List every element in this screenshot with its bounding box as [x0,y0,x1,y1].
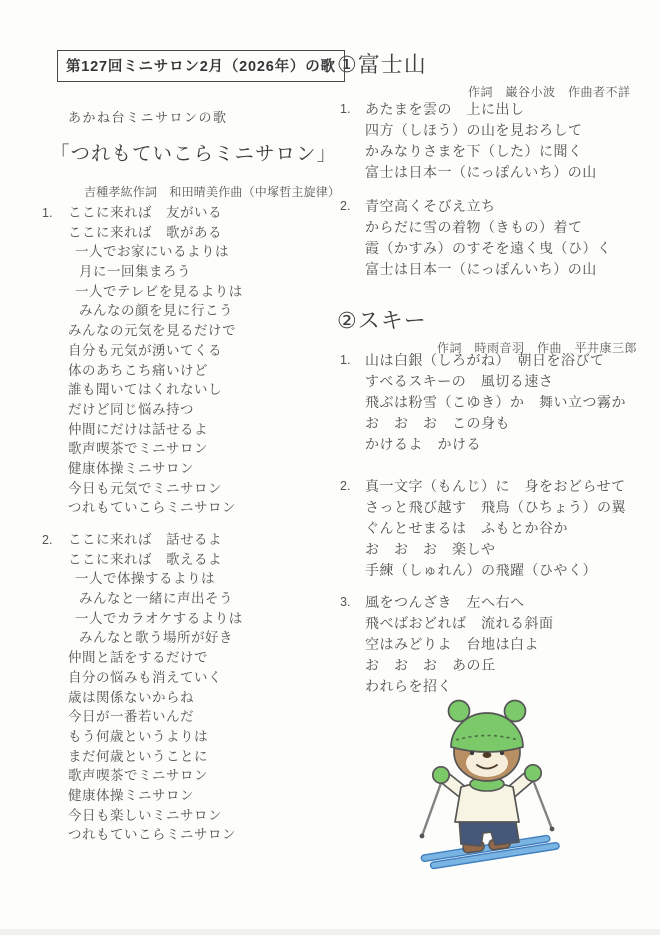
lyric-line: 仲間と話をするだけで [68,650,208,666]
song2-credit: 作詞 時雨音羽 作曲 平井康三郎 [437,341,638,355]
lyric-line: 飛べばおどれば 流れる斜面 [365,615,554,631]
lyric-line: からだに雪の着物（きもの）着て [365,219,583,235]
verse-number: 1. [340,102,351,116]
song1-verse-1 [340,99,597,183]
lyric-line: 自分も元気が湧いてくる [68,342,222,358]
lyric-line: 一人でカラオケするよりは [75,610,243,626]
verse-number: 1. [42,206,53,220]
lyric-line: ここに来れば 歌えるよ [68,551,222,567]
lyric-line: 一人で体操するよりは [75,571,215,587]
lyric-line: 今日も楽しいミニサロン [68,807,222,823]
verse-lines [68,203,243,518]
song-title: 「つれもていこらミニサロン」 [50,144,338,165]
verse-number: 2. [340,199,351,213]
lyric-line: われらを招く [365,678,452,694]
verse-2 [42,530,243,845]
pole-tip-left [420,834,425,839]
verse-number: 2. [42,533,53,547]
lyric-line: ここに来れば 友がいる [68,205,222,220]
lyric-line: 自分の悩みも消えていく [68,669,222,685]
eye-right [500,751,504,755]
song2-heading: ②スキー [337,308,427,333]
lyric-line: お お お あの丘 [365,657,496,673]
verse-lines [365,592,554,697]
lyric-line: みんなと歌う場所が好き [79,630,233,646]
lyric-line: 空はみどりよ 台地は白よ [365,636,539,652]
lyric-line: 青空高くそびえ立ち [365,198,496,214]
lyric-line: 健康体操ミニサロン [68,787,194,803]
lyric-line: あたまを雲の 上に出し [365,101,525,117]
song2-verse-2 [340,476,626,581]
verse-number: 2. [340,479,351,493]
lyric-line: 飛ぶは粉雪（こゆき）か 舞い立つ霧か [365,394,626,410]
lyric-line: 手練（しゅれん）の飛躍（ひやく） [365,562,597,578]
song2-verse-3 [340,592,554,697]
lyric-line: 真一文字（もんじ）に 身をおどらせて [365,478,626,494]
eye-left [470,751,474,755]
lyric-line: だけど同じ悩み持つ [68,401,194,417]
verse-lines [365,476,626,581]
song1-heading: ①富士山 [337,52,427,77]
lyric-line: 歌声喫茶でミニサロン [68,441,208,457]
lyric-line: もう何歳というよりは [68,728,208,744]
lyric-line: 一人でテレビを見るよりは [75,283,243,299]
lyric-line: 体のあちこち痛いけど [68,362,208,378]
song1-verse-2 [340,196,612,280]
lyric-line: お お お 楽しや [365,541,496,557]
nose [483,752,492,758]
lyric-line: かけるよ かける [365,436,481,452]
skis [421,834,560,870]
lyric-line: 富士は日本一（にっぽんいち）の山 [365,164,597,180]
mitten-left [433,767,449,783]
lyric-line: 今日も元気でミニサロン [68,480,222,496]
verse-lines [365,99,597,183]
lyric-line: 誰も聞いてはくれないし [68,382,222,398]
song1-credit: 作詞 巌谷小波 作曲者不詳 [468,85,631,99]
lyric-line: まだ何歳ということに [68,748,208,764]
mitten-right [525,765,541,781]
header-title: 第127回ミニサロン2月（2026年）の歌 [66,59,336,75]
credits-line: 吉種孝紘作詞 和田晴美作曲（中塚哲主旋律） [84,185,341,199]
verse-lines [365,196,612,280]
lyric-line: みんなの顔を見に行こう [79,303,233,319]
skiing-bear-illustration [405,695,570,870]
header-box [57,50,345,82]
verse-lines [68,530,243,845]
lyric-line: 健康体操ミニサロン [68,460,194,476]
ski-pole-right [533,780,552,829]
scan-edge [0,929,660,935]
lyric-line: みんなの元気を見るだけで [68,323,236,339]
song2-verse-1 [340,350,626,455]
lyric-line: みんなと一緒に声出そう [79,591,233,607]
verse-1 [42,203,243,518]
lyric-line: つれもていこらミニサロン [68,500,236,516]
lyric-line: さっと飛び越す 飛鳥（ひちょう）の翼 [365,499,626,515]
lyric-line: 一人でお家にいるよりは [75,244,229,260]
lyric-line: 四方（しほう）の山を見おろして [365,122,583,138]
lyric-line: 仲間にだけは話せるよ [68,421,208,437]
salon-song-subtitle: あかね台ミニサロンの歌 [68,110,228,125]
lyric-line: すべるスキーの 風切る速さ [365,373,554,389]
lyric-line: 今日が一番若いんだ [68,709,194,725]
lyric-line: 霞（かすみ）のすそを遠く曳（ひ）く [365,240,612,256]
lyric-line: 山は白銀（しろがね） 朝日を浴びて [365,352,605,368]
lyric-line: ここに来れば 歌がある [68,224,222,240]
lyric-line: ぐんとせまるは ふもとか谷か [365,520,568,536]
lyric-line: 月に一回集まろう [79,264,191,280]
lyric-line: 風をつんざき 左へ右へ [365,594,525,610]
verse-number: 1. [340,353,351,367]
verse-number: 3. [340,595,351,609]
lyric-line: ここに来れば 話せるよ [68,532,222,547]
lyric-line: 歳は関係ないからね [68,689,194,705]
verse-lines [365,350,626,455]
ski-pole-left [422,783,441,836]
lyric-line: 富士は日本一（にっぽんいち）の山 [365,261,597,277]
lyric-line: かみなりさまを下（した）に聞く [365,143,583,159]
lyric-line: 歌声喫茶でミニサロン [68,768,208,784]
pole-tip-right [550,827,555,832]
lyric-line: つれもていこらミニサロン [68,827,236,843]
lyric-line: お お お この身も [365,415,510,431]
